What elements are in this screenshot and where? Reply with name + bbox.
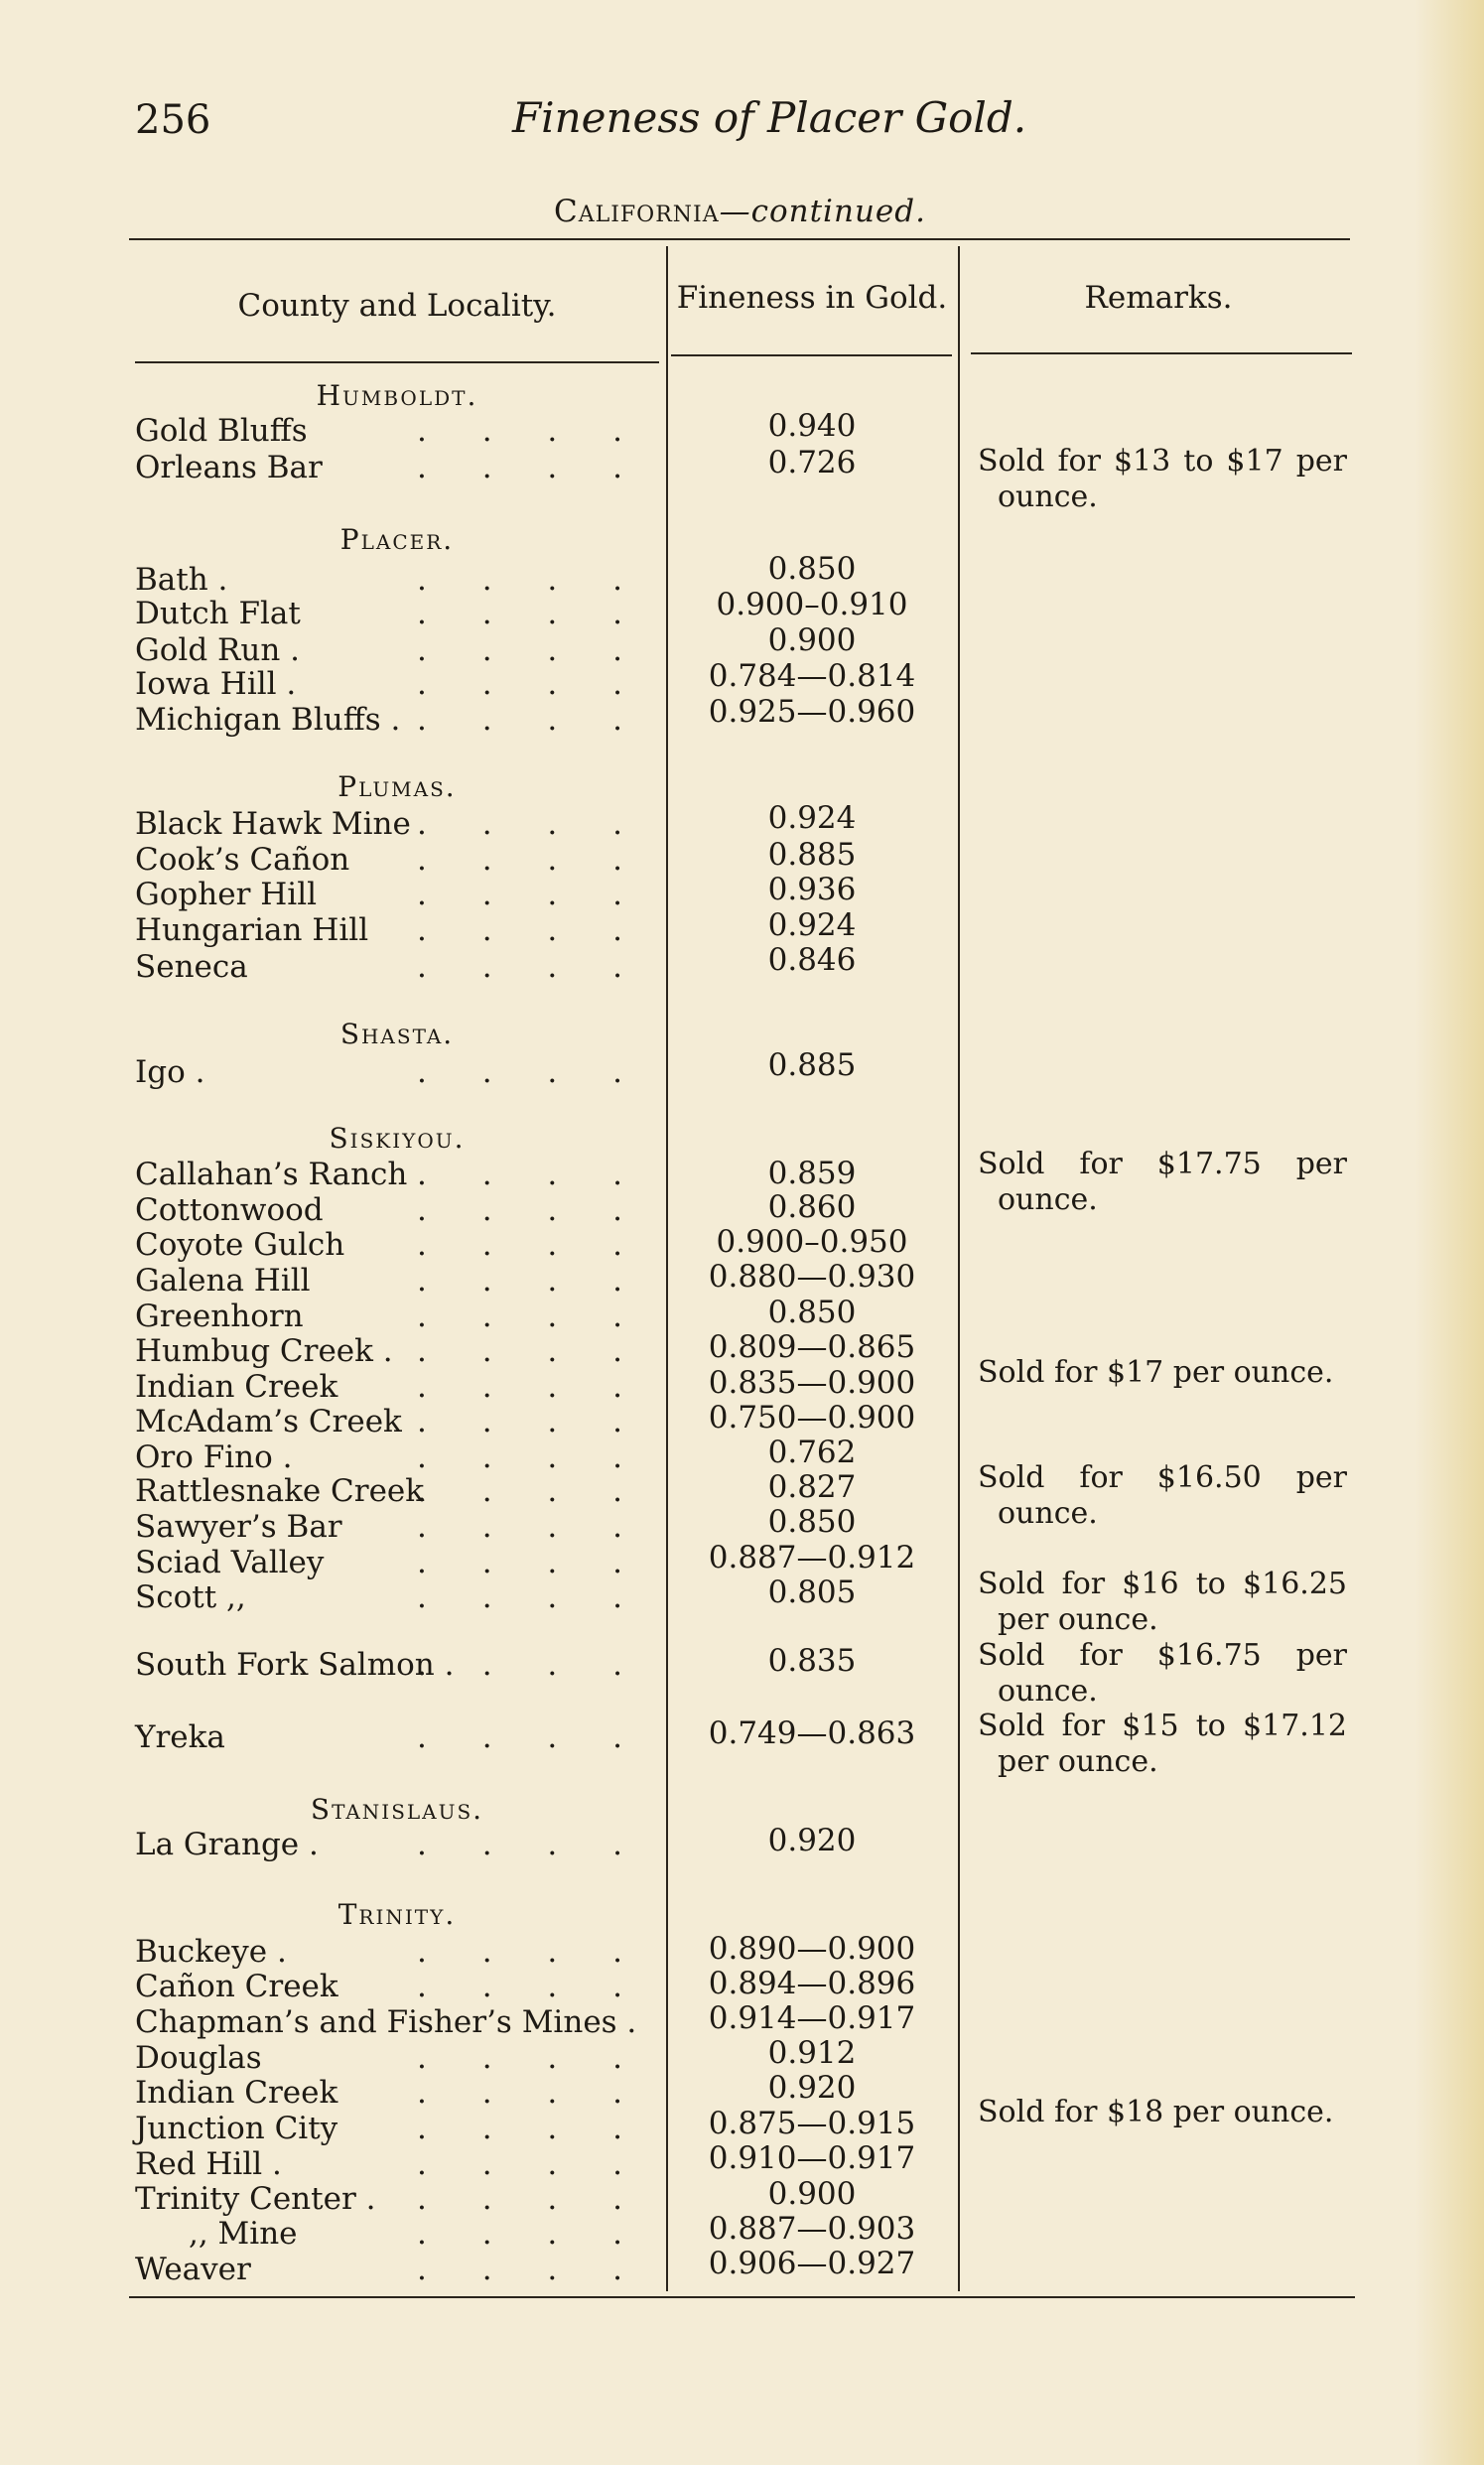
fineness-cell: 0.805	[767, 1575, 857, 1610]
fineness-cell: 0.900	[767, 2176, 857, 2212]
leader-dots: . . . .	[417, 1333, 645, 1369]
column-divider-2	[958, 246, 960, 2291]
fineness-cell: 0.859	[767, 1156, 857, 1191]
locality-cell: Iowa Hill .	[135, 666, 297, 702]
locality-cell: Gopher Hill	[135, 877, 318, 912]
leader-dots: . . . .	[417, 877, 645, 912]
header-rule-locality	[135, 361, 659, 363]
leader-dots: . . . .	[417, 413, 645, 449]
column-header-remarks: Remarks.	[1084, 280, 1233, 316]
remark-cell	[978, 1460, 1347, 1532]
locality-cell: Dutch Flat	[135, 596, 301, 631]
locality-cell: Sawyer’s Bar	[135, 1509, 342, 1545]
fineness-cell: 0.809—0.865	[708, 1329, 916, 1365]
leader-dots: . . . .	[417, 1369, 645, 1405]
leader-dots: . . . .	[417, 1827, 645, 1862]
leader-dots: . . . .	[417, 949, 645, 985]
remark-text: Sold for $17 per ounce.	[978, 1355, 1334, 1390]
locality-cell: McAdam’s Creek	[135, 1404, 402, 1439]
locality-cell: Rattlesnake Creek	[135, 1473, 425, 1509]
leader-dots: . . . .	[417, 1545, 645, 1580]
locality-cell: Michigan Bluffs .	[135, 702, 401, 738]
locality-cell: Red Hill .	[135, 2146, 282, 2182]
locality-cell: Gold Run .	[135, 632, 301, 668]
fineness-cell: 0.940	[767, 408, 857, 444]
locality-cell: Greenhorn	[135, 1299, 304, 1334]
remark-cell	[978, 444, 1347, 515]
leader-dots: . . . .	[417, 2181, 645, 2217]
fineness-cell: 0.827	[767, 1469, 857, 1505]
remark-text: Sold for $13 to $17 per ounce.	[978, 444, 1347, 514]
caption-state: California	[554, 194, 720, 229]
leader-dots: . . . .	[417, 1299, 645, 1334]
leader-dots: . . . .	[417, 1969, 645, 2004]
leader-dots: . . . .	[417, 912, 645, 948]
fineness-cell: 0.726	[767, 445, 857, 480]
remark-text: Sold for $18 per ounce.	[978, 2095, 1334, 2129]
caption-continued: —continued.	[719, 194, 926, 229]
leader-dots: . . . .	[417, 1192, 645, 1228]
remark-text: Sold for $16.50 per ounce.	[978, 1460, 1347, 1531]
leader-dots: . . . .	[417, 666, 645, 702]
leader-dots: . . . .	[417, 596, 645, 631]
remark-cell	[978, 1709, 1347, 1780]
leader-dots: . . . .	[417, 842, 645, 878]
leader-dots: . . . .	[417, 2111, 645, 2146]
leader-dots: . . . .	[417, 1509, 645, 1545]
locality-cell: Galena Hill	[135, 1263, 311, 1299]
table-top-rule	[129, 238, 1350, 240]
remark-text: Sold for $16 to $16.25 per ounce.	[978, 1567, 1347, 1637]
fineness-cell: 0.894—0.896	[708, 1966, 916, 2001]
fineness-cell: 0.885	[767, 837, 857, 873]
locality-cell: Bath .	[135, 562, 228, 598]
fineness-cell: 0.887—0.903	[708, 2211, 916, 2247]
leader-dots: . . . .	[417, 1719, 645, 1755]
leader-dots: . . . .	[417, 632, 645, 668]
remark-cell	[978, 1567, 1347, 1638]
county-heading: Stanislaus.	[310, 1793, 484, 1826]
fineness-cell: 0.936	[767, 872, 857, 907]
running-title: Fineness of Placer Gold.	[512, 93, 1027, 142]
remark-text: Sold for $16.75 per ounce.	[978, 1638, 1347, 1709]
column-header-fineness: Fineness in Gold.	[676, 280, 948, 316]
locality-cell: Douglas	[135, 2040, 262, 2076]
locality-cell: Orleans Bar	[135, 450, 323, 485]
locality-cell: South Fork Salmon .	[135, 1647, 455, 1683]
fineness-cell: 0.784—0.814	[708, 658, 916, 694]
leader-dots: . . . .	[417, 1054, 645, 1090]
column-header-locality: County and Locality.	[237, 288, 557, 324]
remark-cell	[978, 1638, 1347, 1710]
county-heading: Humboldt.	[316, 379, 478, 412]
leader-dots: . . . .	[417, 1934, 645, 1970]
table-bottom-rule	[129, 2296, 1355, 2298]
locality-cell: La Grange .	[135, 1827, 319, 1862]
fineness-cell: 0.835—0.900	[708, 1365, 916, 1401]
locality-cell: Oro Fino .	[135, 1439, 293, 1475]
fineness-cell: 0.885	[767, 1047, 857, 1083]
leader-dots: . . . .	[417, 1263, 645, 1299]
leader-dots: . . . .	[417, 562, 645, 598]
locality-cell: Weaver	[135, 2252, 251, 2287]
fineness-cell: 0.887—0.912	[708, 1540, 916, 1575]
remark-cell	[978, 1147, 1347, 1218]
leader-dots: . . . .	[417, 1647, 645, 1683]
leader-dots: . . . .	[417, 1439, 645, 1475]
county-heading: Shasta.	[339, 1018, 455, 1050]
county-heading: Placer.	[339, 523, 455, 556]
fineness-cell: 0.920	[767, 1823, 857, 1858]
fineness-cell: 0.924	[767, 800, 857, 836]
locality-cell: Igo .	[135, 1054, 205, 1090]
remark-text: Sold for $15 to $17.12 per ounce.	[978, 1709, 1347, 1779]
county-heading: Siskiyou.	[329, 1122, 466, 1155]
fineness-cell: 0.924	[767, 907, 857, 943]
locality-cell: ,, Mine	[189, 2216, 298, 2252]
locality-cell: Callahan’s Ranch	[135, 1157, 408, 1192]
fineness-cell: 0.846	[767, 942, 857, 978]
locality-cell: Black Hawk Mine	[135, 806, 411, 842]
leader-dots: . . . .	[417, 806, 645, 842]
leader-dots: . . . .	[417, 2040, 645, 2076]
county-heading: Plumas.	[337, 770, 457, 803]
leader-dots: . . . .	[417, 1227, 645, 1263]
locality-cell: Scott ,,	[135, 1579, 246, 1615]
locality-cell: Junction City	[135, 2111, 338, 2146]
leader-dots: . . . .	[417, 1404, 645, 1439]
fineness-cell: 0.900	[767, 622, 857, 658]
page-edge-shading	[1415, 0, 1484, 2465]
fineness-cell: 0.875—0.915	[708, 2106, 916, 2141]
fineness-cell: 0.850	[767, 551, 857, 587]
fineness-cell: 0.749—0.863	[708, 1715, 916, 1751]
leader-dots: . . . .	[417, 2252, 645, 2287]
header-rule-fineness	[671, 354, 952, 356]
leader-dots: . . . .	[417, 2146, 645, 2182]
table-caption	[554, 194, 926, 229]
fineness-cell: 0.912	[767, 2035, 857, 2071]
leader-dots: . . . .	[417, 1157, 645, 1192]
county-heading: Trinity.	[337, 1898, 457, 1931]
locality-cell: Cook’s Cañon	[135, 842, 350, 878]
page-header	[135, 93, 1028, 157]
fineness-cell: 0.914—0.917	[708, 2000, 916, 2036]
locality-cell: Yreka	[135, 1719, 225, 1755]
locality-cell: Humbug Creek .	[135, 1333, 393, 1369]
leader-dots: . . . .	[417, 702, 645, 738]
leader-dots: . . . .	[417, 1579, 645, 1615]
locality-cell: Indian Creek	[135, 2075, 338, 2111]
locality-cell: Gold Bluffs	[135, 413, 308, 449]
remark-cell	[978, 1355, 1347, 1391]
locality-cell: Seneca	[135, 949, 248, 985]
locality-cell: Sciad Valley	[135, 1545, 325, 1580]
remark-text: Sold for $17.75 per ounce.	[978, 1147, 1347, 1217]
locality-cell: Cottonwood	[135, 1192, 324, 1228]
locality-cell: Buckeye .	[135, 1934, 287, 1970]
leader-dots: . . . .	[417, 450, 645, 485]
header-rule-remarks	[971, 352, 1352, 354]
page-number: 256	[135, 97, 211, 143]
leader-dots: . . . .	[417, 2216, 645, 2252]
leader-dots: . . . .	[417, 1473, 645, 1509]
fineness-cell: 0.920	[767, 2070, 857, 2106]
remark-cell	[978, 2095, 1347, 2130]
locality-cell: Chapman’s and Fisher’s Mines .	[135, 2004, 637, 2040]
fineness-cell: 0.835	[767, 1643, 857, 1679]
locality-cell: Trinity Center .	[135, 2181, 376, 2217]
fineness-cell: 0.900–0.910	[716, 587, 908, 622]
fineness-cell: 0.925—0.960	[708, 694, 916, 730]
locality-cell: Coyote Gulch	[135, 1227, 345, 1263]
locality-cell: Hungarian Hill	[135, 912, 369, 948]
fineness-cell: 0.900–0.950	[716, 1224, 908, 1260]
locality-cell: Cañon Creek	[135, 1969, 338, 2004]
fineness-cell: 0.906—0.927	[708, 2246, 916, 2281]
fineness-cell: 0.850	[767, 1504, 857, 1540]
fineness-cell: 0.750—0.900	[708, 1400, 916, 1436]
fineness-cell: 0.890—0.900	[708, 1931, 916, 1967]
leader-dots: . . . .	[417, 2075, 645, 2111]
locality-cell: Indian Creek	[135, 1369, 338, 1405]
fineness-cell: 0.880—0.930	[708, 1259, 916, 1295]
fineness-cell: 0.860	[767, 1189, 857, 1225]
fineness-cell: 0.910—0.917	[708, 2140, 916, 2176]
fineness-cell: 0.850	[767, 1295, 857, 1330]
fineness-cell: 0.762	[767, 1435, 857, 1470]
